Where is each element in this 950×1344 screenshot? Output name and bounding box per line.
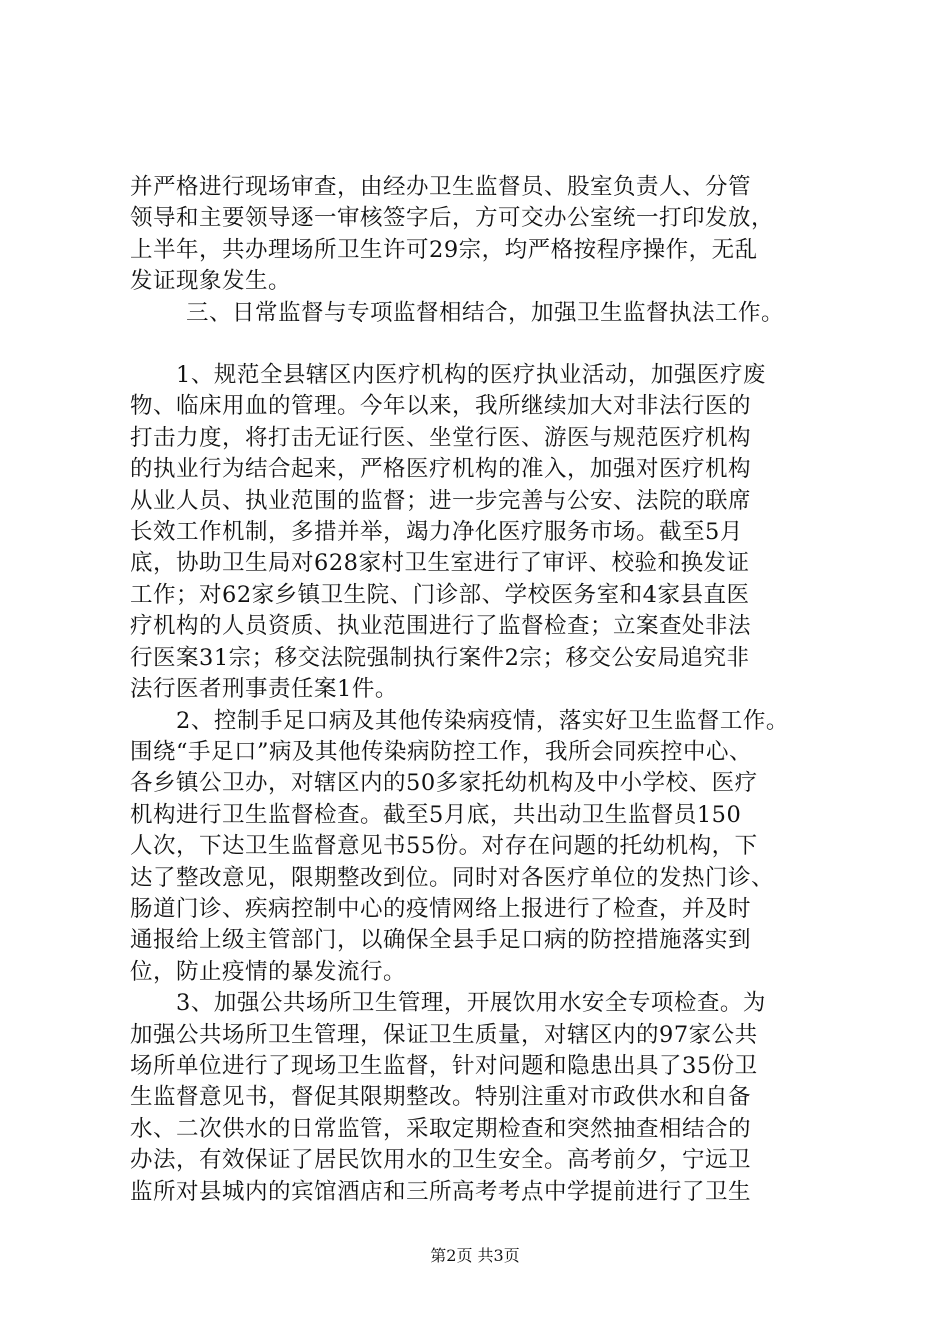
paragraph-item-1 — [130, 360, 830, 705]
text-line: 上半年，共办理场所卫生许可29宗，均严格按程序操作，无乱 — [130, 236, 758, 263]
text-line: 工作；对62家乡镇卫生院、门诊部、学校医务室和4家县直医 — [130, 581, 750, 608]
text-line: 3、加强公共场所卫生管理，开展饮用水安全专项检查。为 — [176, 990, 766, 1017]
section-heading: 三、日常监督与专项监督相结合，加强卫生监督执法工作。 — [186, 299, 785, 326]
text-line: 从业人员、执业范围的监督；进一步完善与公安、法院的联席 — [130, 487, 752, 514]
text-line: 的执业行为结合起来，严格医疗机构的准入，加强对医疗机构 — [130, 456, 752, 483]
text-line: 疗机构的人员资质、执业范围进行了监督检查；立案查处非法 — [130, 613, 752, 640]
text-line: 行医案31宗；移交法院强制执行案件2宗；移交公安局追究非 — [130, 644, 750, 671]
paragraph-intro-continued — [130, 172, 830, 298]
page-footer: 第2页 共3页 — [430, 1246, 520, 1265]
text-line: 围绕“手足口”病及其他传染病防控工作，我所会同疾控中心、 — [130, 738, 753, 765]
text-line: 发证现象发生。 — [130, 268, 292, 295]
text-line: 办法，有效保证了居民饮用水的卫生安全。高考前夕，宁远卫 — [130, 1147, 752, 1174]
text-line: 生监督意见书，督促其限期整改。特别注重对市政供水和自备 — [130, 1084, 752, 1111]
text-line: 各乡镇公卫办，对辖区内的50多家托幼机构及中小学校、医疗 — [130, 770, 758, 797]
text-line: 并严格进行现场审查，由经办卫生监督员、股室负责人、分管 — [130, 174, 752, 200]
text-line: 打击力度，将打击无证行医、坐堂行医、游医与规范医疗机构 — [130, 424, 752, 451]
text-line: 通报给上级主管部门，以确保全县手足口病的防控措施落实到 — [130, 927, 752, 954]
text-line: 肠道门诊、疾病控制中心的疫情网络上报进行了检查，并及时 — [130, 895, 752, 922]
text-line: 1、规范全县辖区内医疗机构的医疗执业活动，加强医疗废 — [176, 362, 766, 389]
paragraph-item-2 — [130, 706, 830, 989]
text-line: 机构进行卫生监督检查。截至5月底，共出动卫生监督员150 — [130, 801, 742, 828]
text-line: 人次，下达卫生监督意见书55份。对存在问题的托幼机构，下 — [130, 833, 758, 860]
text-line: 底，协助卫生局对628家村卫生室进行了审评、校验和换发证 — [130, 550, 750, 577]
text-line: 场所单位进行了现场卫生监督，针对问题和隐患出具了35份卫 — [130, 1052, 758, 1079]
text-line: 领导和主要领导逐一审核签字后，方可交办公室统一打印发放， — [130, 205, 775, 232]
text-line: 物、临床用血的管理。今年以来，我所继续加大对非法行医的 — [130, 393, 752, 420]
document-body — [130, 172, 830, 1208]
blank-line — [130, 329, 830, 360]
paragraph-item-3 — [130, 988, 830, 1208]
text-line: 法行医者刑事责任案1件。 — [130, 676, 398, 703]
text-line: 达了整改意见，限期整改到位。同时对各医疗单位的发热门诊、 — [130, 864, 775, 891]
text-line: 长效工作机制，多措并举，竭力净化医疗服务市场。截至5月 — [130, 519, 743, 546]
text-line: 监所对县城内的宾馆酒店和三所高考考点中学提前进行了卫生 — [130, 1178, 752, 1205]
text-line: 2、控制手足口病及其他传染病疫情，落实好卫生监督工作。 — [176, 707, 789, 734]
text-line: 位，防止疫情的暴发流行。 — [130, 958, 407, 985]
text-line: 水、二次供水的日常监管，采取定期检查和突然抽查相结合的 — [130, 1115, 752, 1142]
text-line: 加强公共场所卫生管理，保证卫生质量，对辖区内的97家公共 — [130, 1021, 758, 1048]
